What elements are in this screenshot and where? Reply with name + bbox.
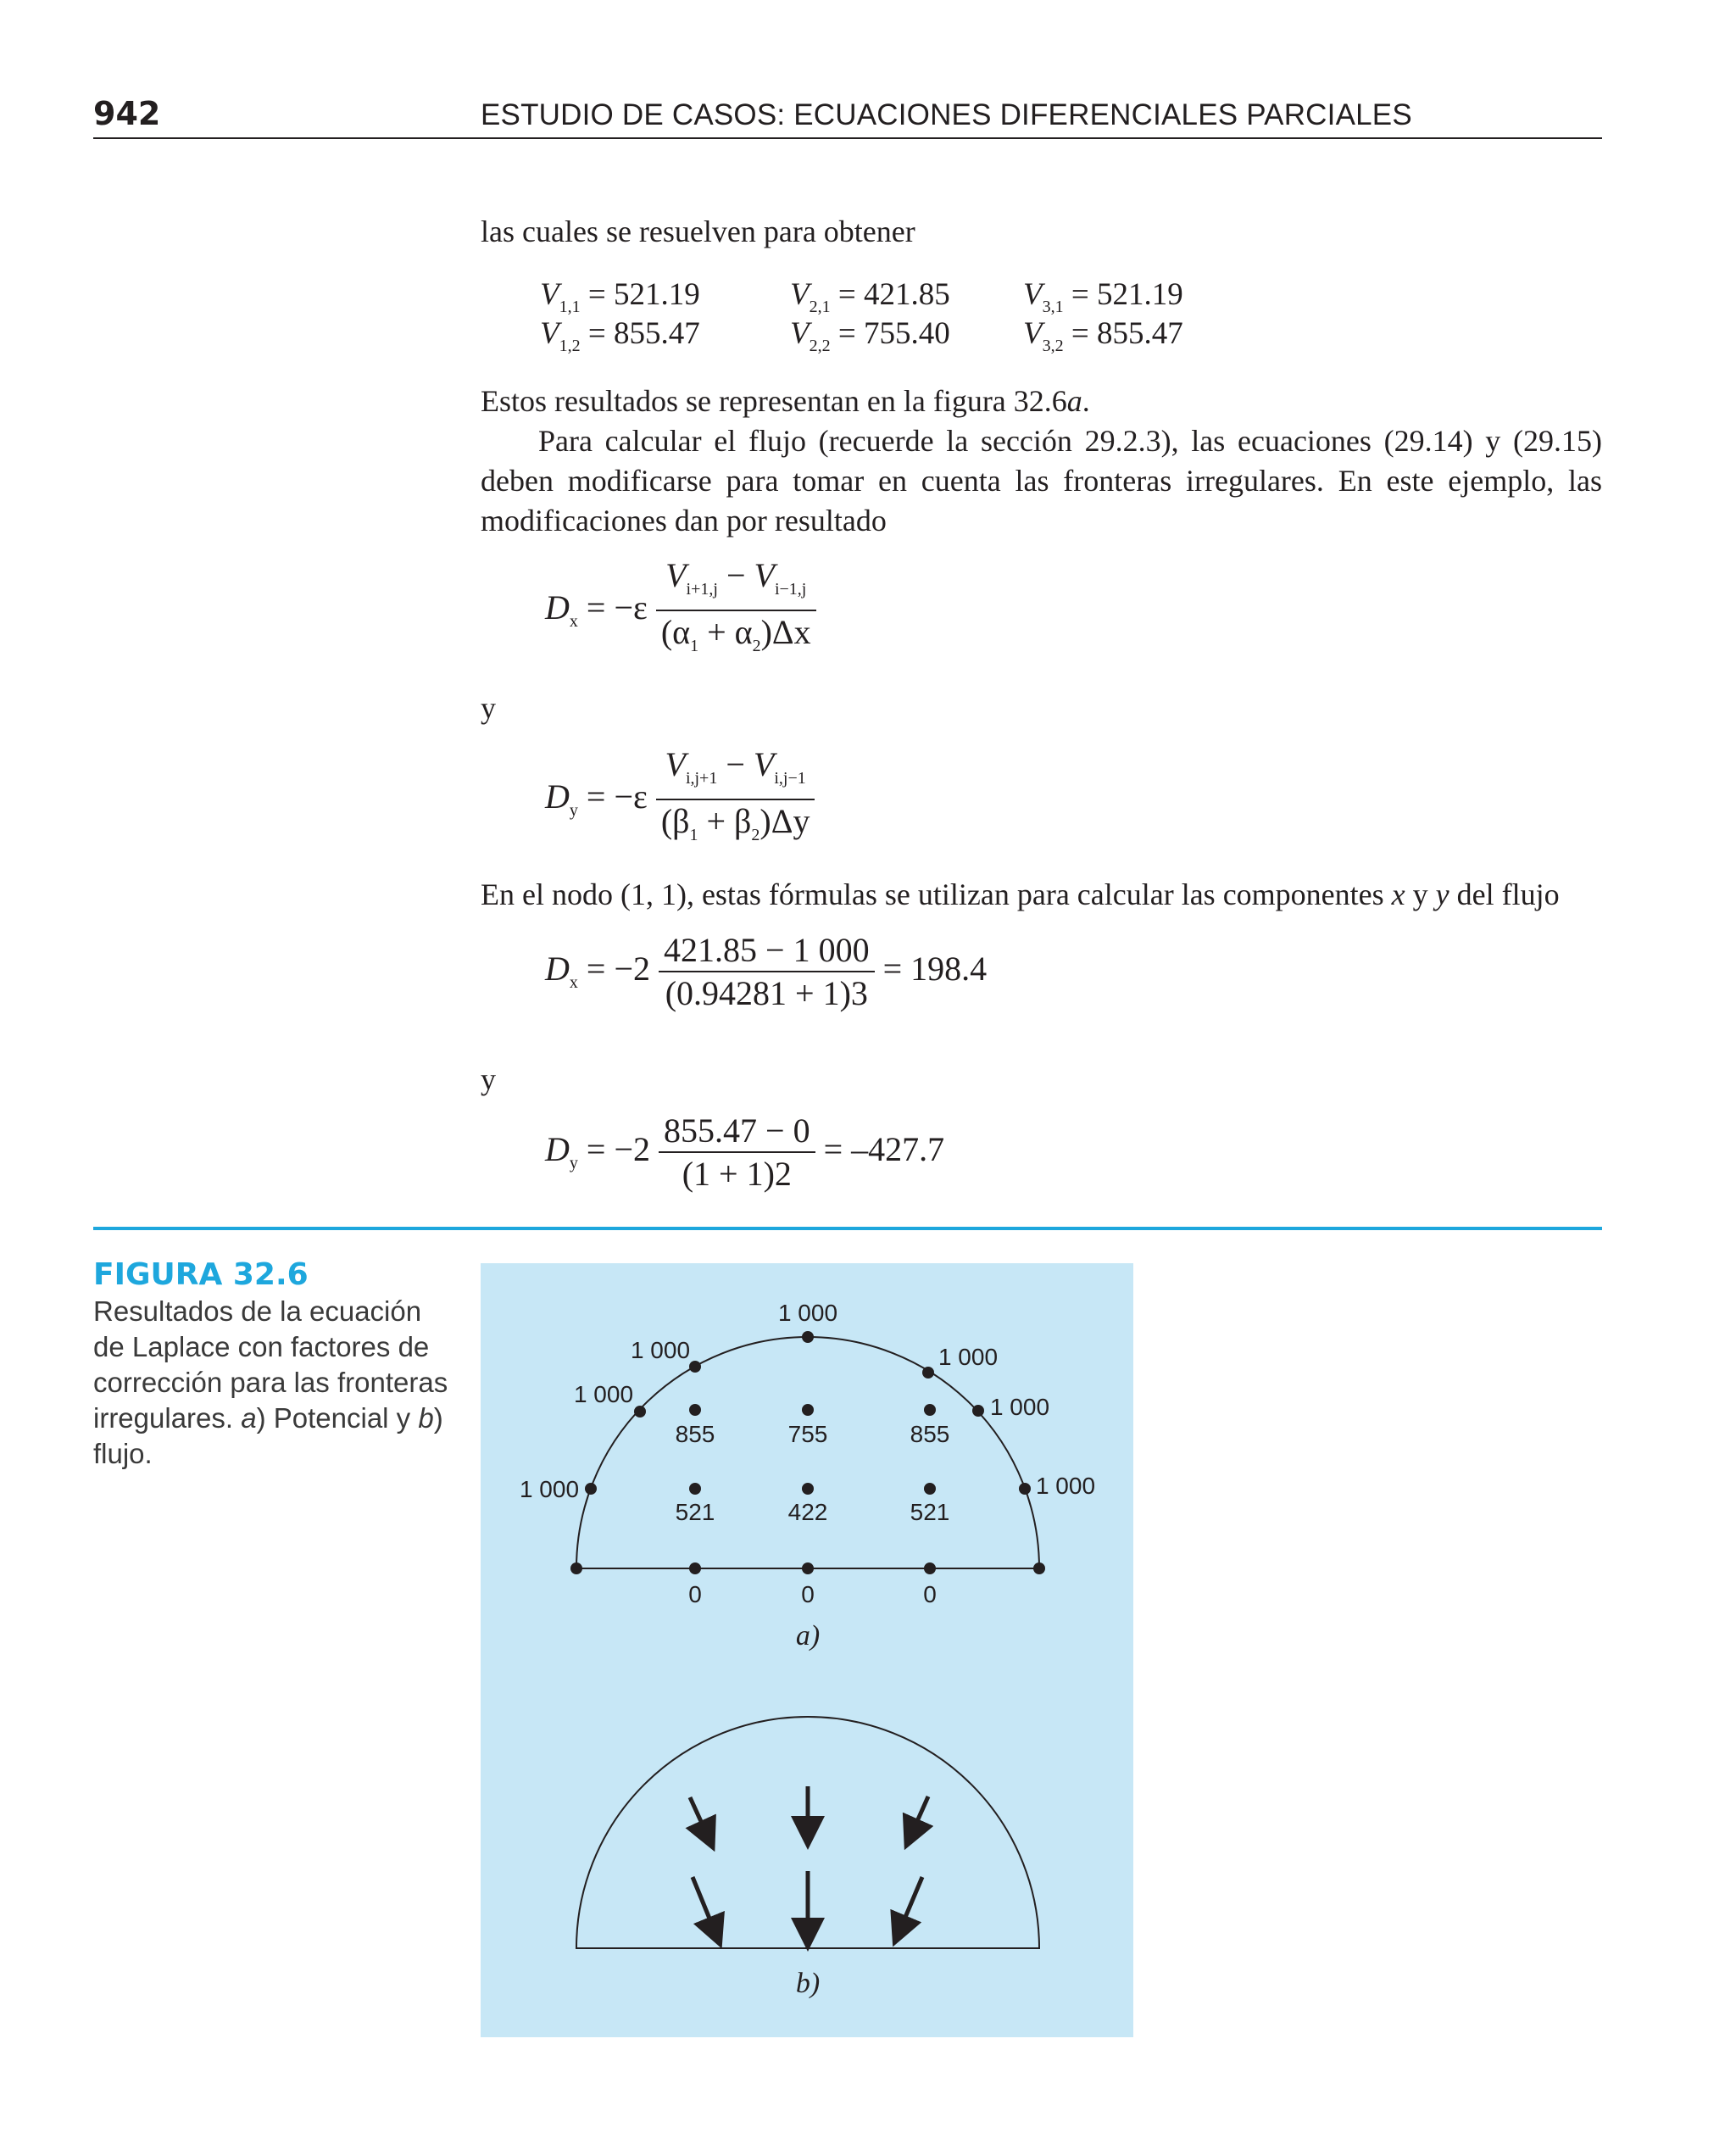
node-v32 <box>924 1404 936 1416</box>
panel-b-label: b) <box>795 1968 821 1999</box>
solution-v22 <box>790 315 950 356</box>
node-b2 <box>802 1562 814 1574</box>
label-upper-right: 1 000 <box>938 1344 999 1370</box>
num-a-sub: i,j+1 <box>685 769 718 788</box>
den-sub2: 2 <box>752 637 761 655</box>
calc-result: = 198.4 <box>874 950 988 989</box>
node-v11 <box>689 1483 701 1495</box>
calc-lhs-sub: x <box>569 973 578 993</box>
calc-numerator: 421.85 − 1 000 <box>659 930 875 972</box>
figure-rule <box>93 1227 1602 1230</box>
label-v21: 422 <box>787 1499 828 1525</box>
results-text-main: Estos resultados se representan en la figura 32.6 <box>481 384 1067 418</box>
eq-lhs: D <box>545 777 570 816</box>
calc-numerator: 855.47 − 0 <box>659 1111 815 1153</box>
var-value: = 521.19 <box>1063 277 1183 312</box>
num-minus: − <box>717 556 754 594</box>
var-sub: 1,2 <box>559 337 581 355</box>
caption-a-italic: a <box>241 1402 257 1434</box>
node-top <box>802 1331 814 1343</box>
flux-arrow-11 <box>693 1877 715 1933</box>
node-v21 <box>802 1483 814 1495</box>
var-name: V <box>790 316 810 351</box>
solution-v21 <box>790 276 950 317</box>
eq-numerator <box>656 555 816 611</box>
var-sub: 2,1 <box>809 298 831 316</box>
label-b3: 0 <box>923 1581 937 1607</box>
intro-text: las cuales se resuelven para obtener <box>481 214 915 248</box>
panel-a-label: a) <box>795 1620 821 1651</box>
node-v12 <box>689 1404 701 1416</box>
calc-result: = –427.7 <box>815 1130 945 1169</box>
den-sub1: 1 <box>690 637 699 655</box>
node-text-b: y <box>1405 877 1436 911</box>
calc-dx <box>545 930 987 1015</box>
label-low-left: 1 000 <box>519 1476 580 1502</box>
calc-denominator: (1 + 1)2 <box>682 1155 792 1193</box>
solution-v31 <box>1023 276 1183 317</box>
den-close: )Δx <box>760 613 811 651</box>
label-low-right: 1 000 <box>1035 1473 1096 1499</box>
den-open: (α <box>660 613 691 651</box>
eq-lhs-sub: y <box>569 801 578 821</box>
var-sub: 3,1 <box>1042 298 1064 316</box>
results-text-end: . <box>1082 384 1090 418</box>
flux-arrow-31 <box>899 1877 922 1931</box>
node-text-y: y <box>1435 877 1449 911</box>
num-minus: − <box>717 745 754 783</box>
calc-lhs: D <box>545 1130 570 1169</box>
den-sub1: 1 <box>689 826 698 844</box>
node-low-left <box>585 1483 597 1495</box>
figure-panel <box>481 1263 1133 2037</box>
den-plus: + α <box>698 613 753 651</box>
header-rule <box>93 137 1602 139</box>
solution-v12 <box>540 315 700 356</box>
node-text-x: x <box>1391 877 1405 911</box>
node-mid-left <box>634 1406 646 1418</box>
num-b: V <box>754 556 775 594</box>
figure-svg <box>481 1263 1133 2037</box>
potential-diagram <box>520 1300 1095 1651</box>
var-sub: 2,2 <box>809 337 831 355</box>
node-v22 <box>802 1404 814 1416</box>
calc-lhs-sub: y <box>569 1154 578 1173</box>
calc-denominator: (0.94281 + 1)3 <box>665 974 868 1012</box>
calc-fraction <box>659 1111 815 1195</box>
label-mid-right: 1 000 <box>989 1394 1050 1420</box>
node-b1 <box>689 1562 701 1574</box>
equation-dx <box>545 555 816 667</box>
node-corner-left <box>570 1562 582 1574</box>
node-b3 <box>924 1562 936 1574</box>
eq-denominator <box>656 611 816 667</box>
den-sub2: 2 <box>751 826 760 844</box>
var-sub: 3,2 <box>1042 337 1064 355</box>
flux-arrow-32 <box>911 1796 928 1835</box>
eq-fraction <box>656 744 815 856</box>
results-text-italic: a <box>1066 384 1082 418</box>
caption-b-italic: b <box>418 1402 434 1434</box>
flux-arrow-12 <box>690 1797 708 1836</box>
label-v31: 521 <box>910 1499 950 1525</box>
eq-numerator <box>656 744 815 800</box>
node-corner-right <box>1033 1562 1045 1574</box>
num-a: V <box>665 556 687 594</box>
label-v32: 855 <box>910 1421 950 1447</box>
num-b: V <box>753 745 775 783</box>
calc-sign: = −2 <box>577 1130 651 1169</box>
node-upper-right <box>922 1367 934 1379</box>
label-v11: 521 <box>675 1499 715 1525</box>
connector-y-2: y <box>481 1062 496 1096</box>
label-b1: 0 <box>688 1581 702 1607</box>
eq-sign: = −ε <box>577 588 648 627</box>
running-header: ESTUDIO DE CASOS: ECUACIONES DIFERENCIALES PARCIALES <box>481 98 1412 131</box>
label-mid-left: 1 000 <box>573 1381 634 1407</box>
calc-sign: = −2 <box>577 950 651 989</box>
var-sub: 1,1 <box>559 298 581 316</box>
page-number: 942 <box>93 95 161 132</box>
label-top: 1 000 <box>777 1300 838 1326</box>
calc-lhs: D <box>545 950 570 989</box>
connector-y-1: y <box>481 691 496 725</box>
den-plus: + β <box>698 802 752 840</box>
var-name: V <box>1023 316 1043 351</box>
var-value: = 521.19 <box>580 277 700 312</box>
eq-denominator <box>656 800 815 856</box>
num-a: V <box>665 745 686 783</box>
figure-caption <box>93 1294 449 1472</box>
num-b-sub: i,j−1 <box>774 769 806 788</box>
eq-fraction <box>656 555 816 667</box>
flux-diagram <box>576 1717 1039 1999</box>
caption-b: ) Potencial y <box>256 1402 419 1434</box>
equation-dy <box>545 744 815 856</box>
domain-boundary <box>573 1337 1039 1568</box>
var-value: = 421.85 <box>830 277 950 312</box>
results-text <box>481 382 1602 421</box>
label-v12: 855 <box>675 1421 715 1447</box>
caption-c: ) flujo. <box>93 1402 443 1469</box>
eq-lhs: D <box>545 588 570 627</box>
node-text <box>481 875 1602 915</box>
eq-sign: = −ε <box>577 777 648 816</box>
figure-label: FIGURA 32.6 <box>93 1257 309 1292</box>
node-v31 <box>924 1483 936 1495</box>
den-open: (β <box>660 802 690 840</box>
var-name: V <box>1023 277 1043 312</box>
var-value: = 755.40 <box>830 316 950 351</box>
node-text-a: En el nodo (1, 1), estas fórmulas se utilizan para calcular las componentes <box>481 877 1392 911</box>
var-name: V <box>540 316 559 351</box>
label-b2: 0 <box>801 1581 815 1607</box>
var-value: = 855.47 <box>1063 316 1183 351</box>
label-v22: 755 <box>787 1421 828 1447</box>
flux-paragraph: Para calcular el flujo (recuerde la sección 29.2.3), las ecuaciones (29.14) y (29.15) deben modificarse para tomar en cuenta las fronteras irregulares. En este ejemplo, las modificaciones dan por resultado <box>481 424 1602 538</box>
var-name: V <box>540 277 559 312</box>
var-value: = 855.47 <box>580 316 700 351</box>
label-upper-left: 1 000 <box>630 1337 691 1363</box>
calc-dy <box>545 1111 944 1195</box>
caption-a: Resultados de la ecuación de Laplace con factores de corrección para las fronteras irregulares. <box>93 1295 448 1434</box>
solution-v11 <box>540 276 700 317</box>
node-mid-right <box>972 1405 984 1417</box>
node-text-c: del flujo <box>1449 877 1560 911</box>
num-b-sub: i−1,j <box>774 580 807 599</box>
eq-lhs-sub: x <box>569 612 578 632</box>
num-a-sub: i+1,j <box>686 580 718 599</box>
den-close: )Δy <box>760 802 810 840</box>
node-low-right <box>1019 1483 1031 1495</box>
calc-fraction <box>659 930 875 1015</box>
solution-v32 <box>1023 315 1183 356</box>
var-name: V <box>790 277 810 312</box>
node-upper-left <box>689 1361 701 1373</box>
